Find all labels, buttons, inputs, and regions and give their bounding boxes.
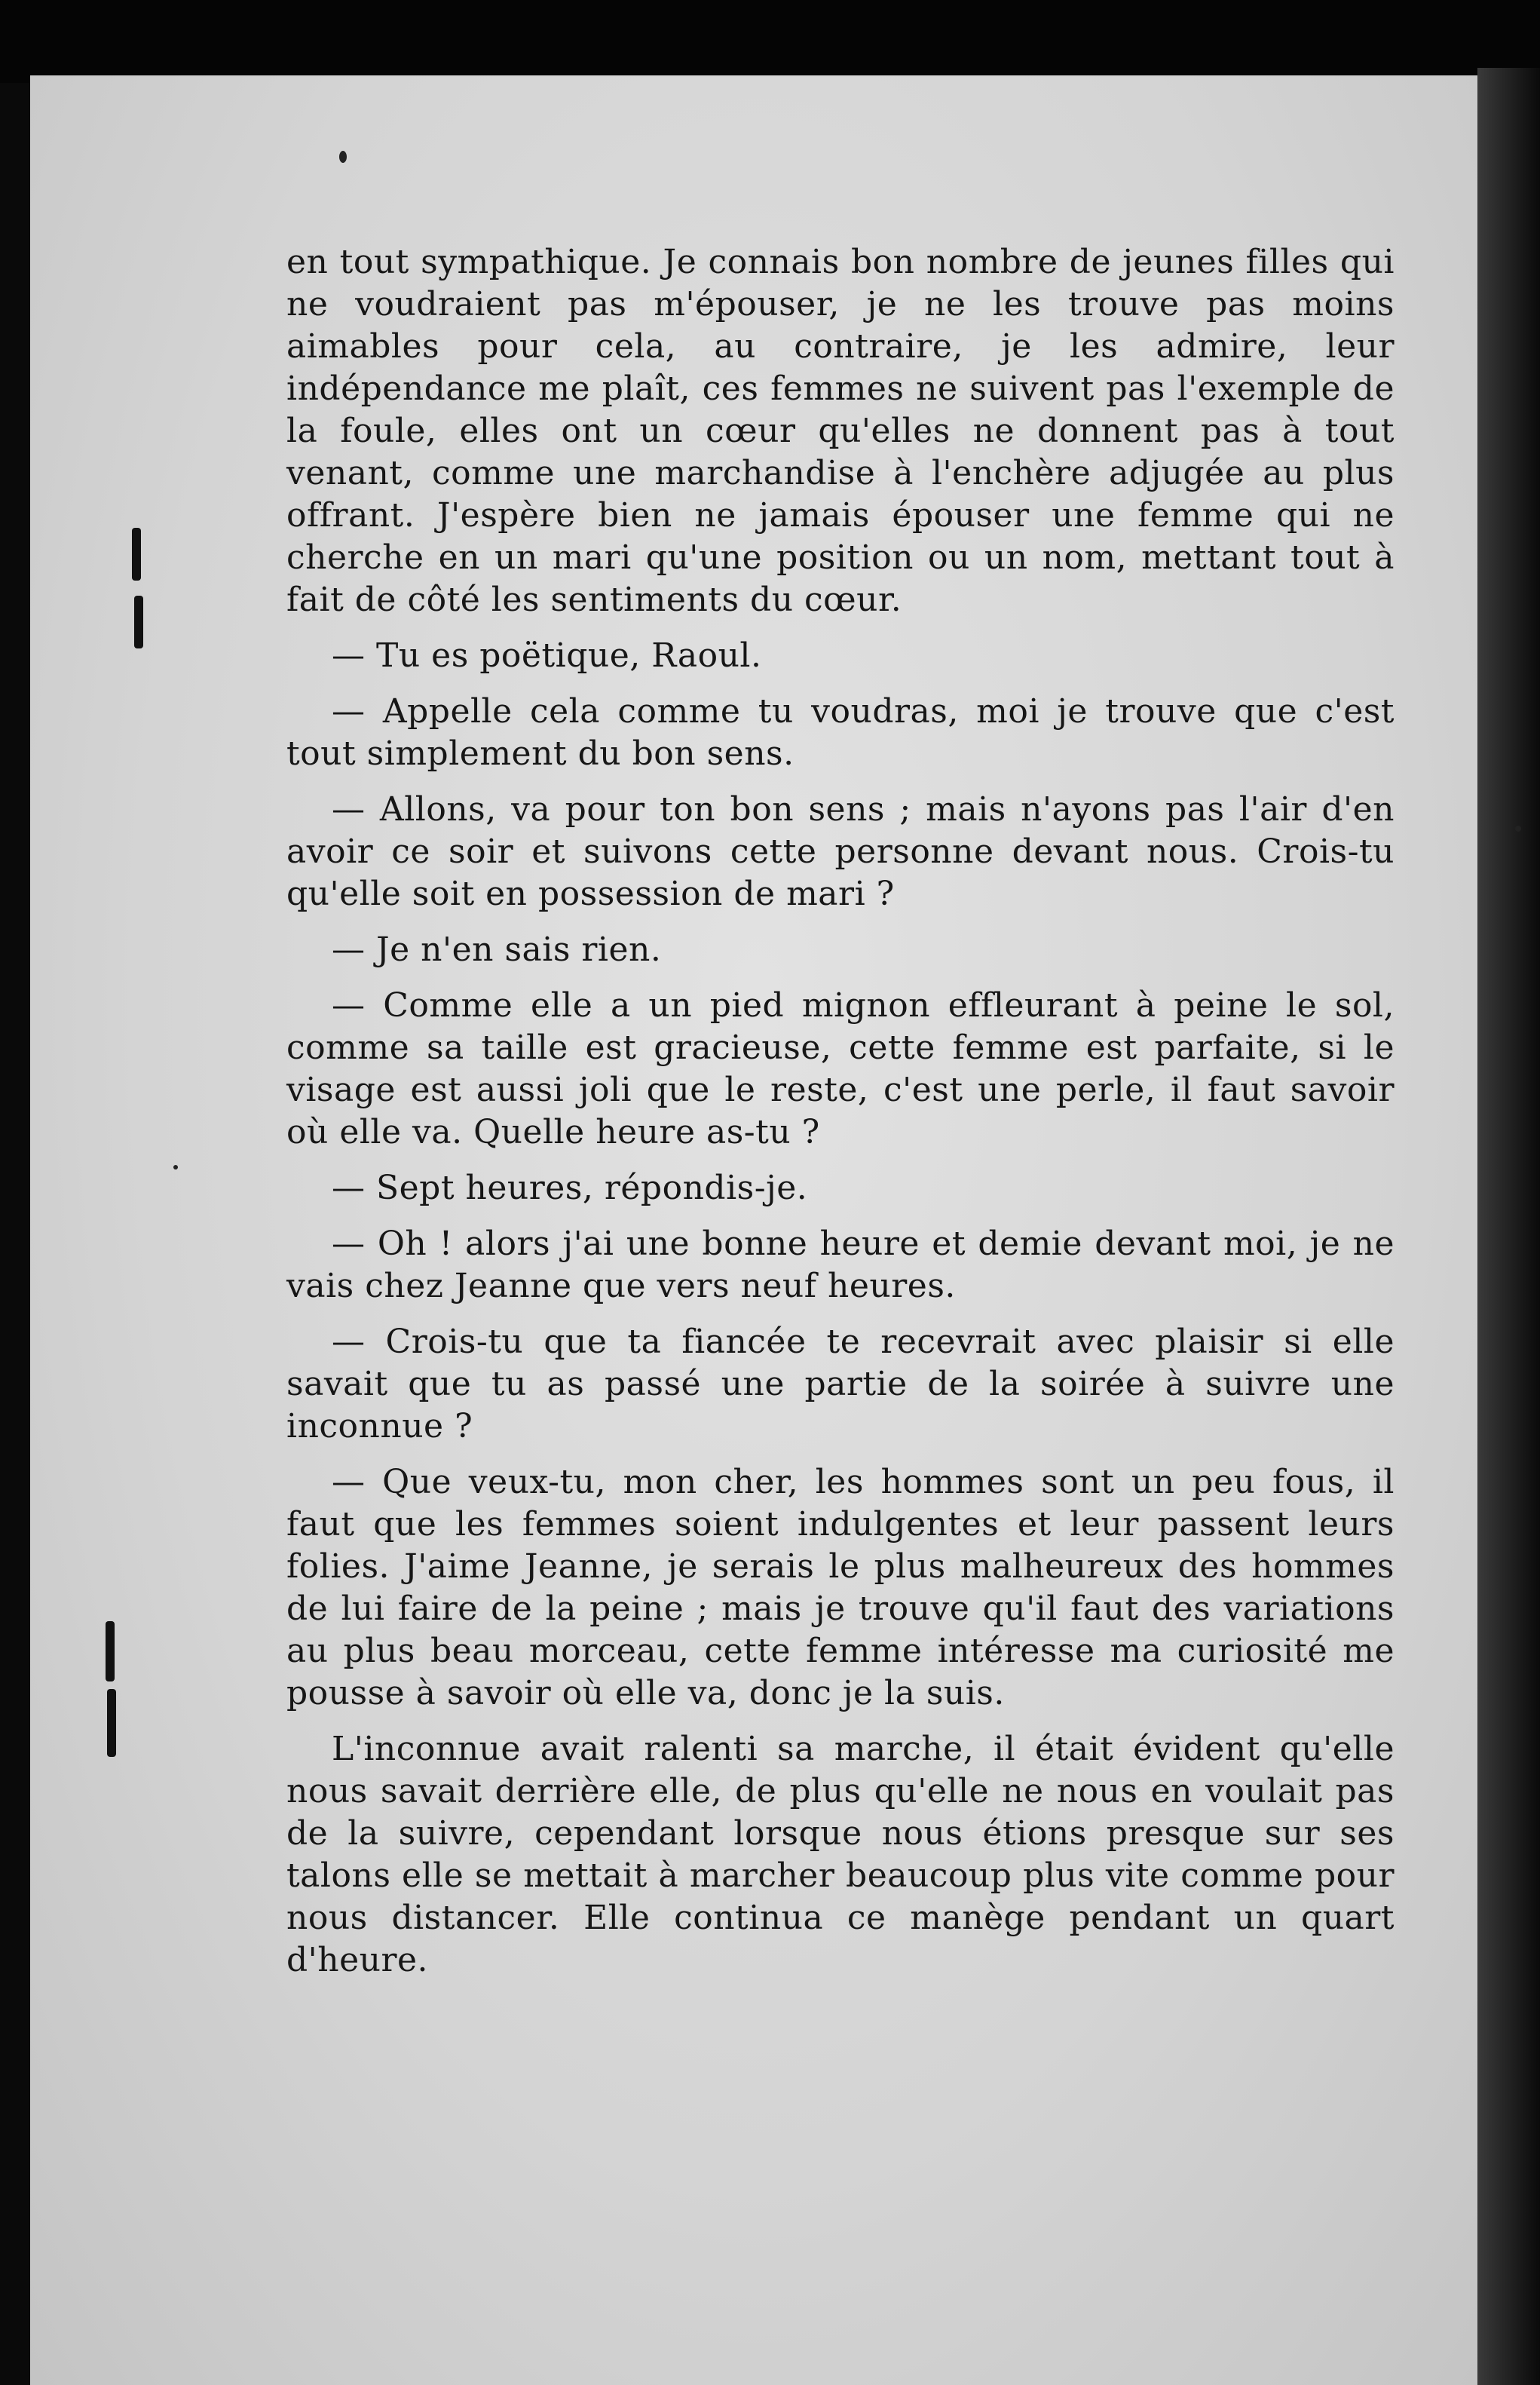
scan-artifact-mark — [134, 596, 143, 648]
paragraph: — Que veux-tu, mon cher, les hommes sont un peu fous, il faut que les femmes soient indulgentes et leur passent leurs folies. J'aime Jeanne, je serais le plus malheureux des hommes de lui faire de la peine ; mais je trouve qu'il faut des variations au plus beau morceau, cette femme intéresse ma curiosité me pousse à savoir où elle va, donc je la suis. — [286, 1463, 1395, 1712]
paragraph: — Sept heures, répondis-je. — [332, 1169, 808, 1207]
paragraph: — Allons, va pour ton bon sens ; mais n'ayons pas l'air d'en avoir ce soir et suivons cette personne devant nous. Crois-tu qu'elle soit en possession de mari ? — [286, 790, 1395, 913]
scan-artifact-dot — [339, 151, 347, 163]
paragraph: — Comme elle a un pied mignon effleurant à peine le sol, comme sa taille est gracieuse, cette femme est parfaite, si le visage est aussi joli que le reste, c'est une perle, il faut savoir où elle va. Quelle heure as-tu ? — [286, 986, 1395, 1151]
scan-right-border — [1477, 68, 1540, 2385]
paragraph: — Je n'en sais rien. — [332, 930, 662, 969]
paragraph: — Appelle cela comme tu voudras, moi je trouve que c'est tout simplement du bon sens. — [286, 692, 1395, 773]
scan-top-border — [0, 0, 1540, 83]
scan-artifact-mark — [132, 528, 141, 581]
scan-artifact-mark — [106, 1621, 115, 1681]
paragraph: — Oh ! alors j'ai une bonne heure et demie devant moi, je ne vais chez Jeanne que vers neuf heures. — [286, 1225, 1395, 1305]
paragraph: en tout sympathique. Je connais bon nombre de jeunes filles qui ne voudraient pas m'épouser, je ne les trouve pas moins aimables pour cela, au contraire, je les admire, leur indépendance me plaît, ces femmes ne suivent pas l'exemple de la foule, elles ont un cœur qu'elles ne donnent pas à tout venant, comme une marchandise à l'enchère adjugée au plus offrant. J'espère bien ne jamais épouser une femme qui ne cherche en un mari qu'une position ou un nom, mettant tout à fait de côté les sentiments du cœur. — [286, 243, 1395, 619]
scan-artifact-dot — [173, 1165, 178, 1170]
page-text — [286, 241, 1395, 1995]
paragraph: L'inconnue avait ralenti sa marche, il était évident qu'elle nous savait derrière elle, de plus qu'elle ne nous en voulait pas de la suivre, cependant lorsque nous étions presque sur ses talons elle se mettait à marcher beaucoup plus vite comme pour nous distancer. Elle continua ce manège pendant un quart d'heure. — [286, 1730, 1395, 1979]
paragraph: — Tu es poëtique, Raoul. — [332, 636, 762, 675]
paragraph: — Crois-tu que ta fiancée te recevrait avec plaisir si elle savait que tu as passé une partie de la soirée à suivre une inconnue ? — [286, 1323, 1395, 1445]
scan-artifact-mark — [107, 1689, 116, 1757]
scan-artifact-dot — [1515, 826, 1521, 832]
